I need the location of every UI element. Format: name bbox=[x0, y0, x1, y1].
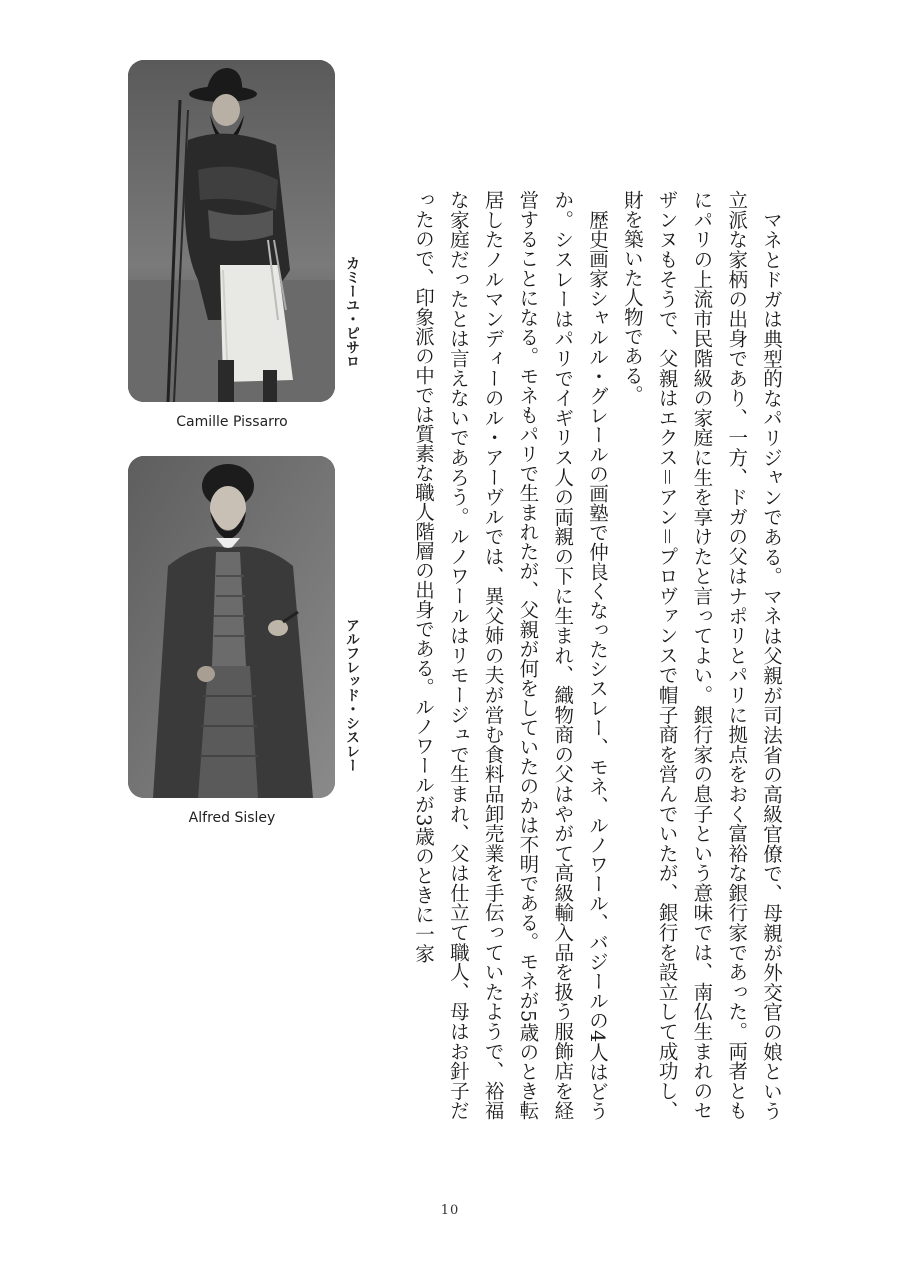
paragraph: 歴史画家シャルル・グレールの画塾で仲良くなったシスレー、モネ、ルノワール、バジールの4人はどうか。シスレーはパリでイギリス人の両親の下に生まれ、織物商の父はやがて高級輸入品を扱う服飾店を経営することになる。モネもパリで生まれたが、父親が何をしていたのかは不明である。モネが5歳のとき転居したノルマンディーのル・アーヴルでは、異父姉の夫が営む食料品卸売業を手伝っていたようで、裕福な家庭だったとは言えないであろう。ルノワールはリモージュで生まれ、父は仕立て職人、母はお針子だったので、印象派の中では質素な職人階層の出身である。ルノワールが3歳のときに一家 bbox=[412, 190, 610, 1120]
camille-pissarro-portrait-image bbox=[128, 60, 335, 402]
photo-caption-ja: アルフレッド・シスレー bbox=[344, 618, 360, 772]
page-number: 10 bbox=[440, 1203, 460, 1218]
alfred-sisley-portrait-image bbox=[128, 456, 335, 798]
photo-caption-en: Alfred Sisley bbox=[188, 810, 276, 826]
camille-pissarro-photo bbox=[128, 60, 335, 402]
photo-caption-en: Camille Pissarro bbox=[176, 414, 288, 430]
body-text bbox=[388, 190, 788, 1120]
photo-caption-ja: カミーユ・ピサロ bbox=[344, 256, 360, 368]
paragraph: マネとドガは典型的なパリジャンである。マネは父親が司法省の高級官僚で、母親が外交官の娘という立派な家柄の出身であり、一方、ドガの父はナポリとパリに拠点をおく富裕な銀行家であった。両者ともにパリの上流市民階級の家庭に生を享けたと言ってよい。銀行家の息子という意味では、南仏生まれのセザンヌもそうで、父親はエクス＝アン＝プロヴァンスで帽子商を営んでいたが、銀行を設立して成功し、財を築いた人物である。 bbox=[620, 190, 783, 1121]
alfred-sisley-photo bbox=[128, 456, 335, 798]
